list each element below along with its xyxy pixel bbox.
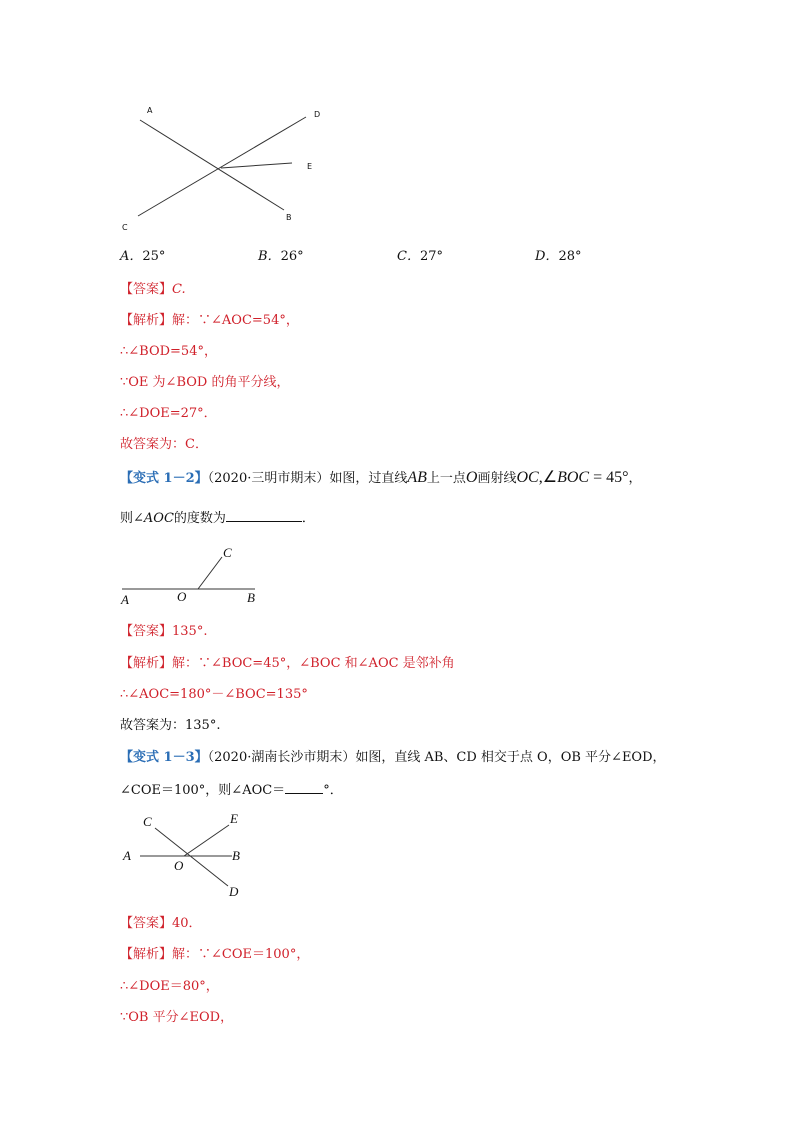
fig3-label-a: A — [123, 848, 131, 863]
fig3-label-e: E — [230, 811, 238, 826]
fig1-label-b: B — [286, 213, 292, 222]
option-b: B．26° — [258, 249, 304, 264]
fig2-label-o: O — [177, 589, 187, 604]
q3-analysis-line-2: ∴∠DOE＝80°， — [120, 979, 219, 994]
fig1-label-d: D — [314, 110, 321, 119]
q3-question-line-1: 【变式 1－3】（2020·湖南长沙市期末）如图，直线 AB、CD 相交于点 O，OB 平分∠EOD， — [120, 750, 666, 765]
ray-oe — [184, 825, 229, 856]
option-a: A．25° — [120, 249, 166, 264]
fig1-label-a: A — [147, 106, 153, 115]
fig1-label-e: E — [307, 162, 313, 171]
fig3-label-o: O — [174, 858, 184, 873]
q1-analysis-line-4: ∴∠DOE=27°． — [120, 406, 217, 421]
fig2-label-a: A — [121, 592, 129, 607]
option-d: D．28° — [535, 249, 582, 264]
fig3-label-b: B — [232, 848, 240, 863]
q3-answer: 【答案】40． — [120, 916, 202, 931]
option-c: C．27° — [397, 249, 443, 264]
q2-final: 故答案为：135°. — [120, 718, 221, 733]
q2-analysis-line-2: ∴∠AOC=180°－∠BOC=135° — [120, 687, 308, 702]
q2-answer: 【答案】135°. — [120, 624, 208, 639]
fig3-label-c: C — [143, 814, 152, 829]
q1-analysis-line-3: ∵OE 为∠BOD 的角平分线， — [120, 375, 290, 390]
q2-question-line-2: 则∠AOC的度数为 ． — [120, 511, 315, 526]
q1-analysis-line-1: 【解析】解：∵∠AOC=54°， — [120, 313, 299, 328]
fig2-label-b: B — [247, 590, 255, 605]
q2-analysis-line-1: 【解析】解：∵∠BOC=45°，∠BOC 和∠AOC 是邻补角 — [120, 656, 455, 671]
q3-analysis-line-1: 【解析】解：∵∠COE＝100°， — [120, 947, 310, 962]
q2-question-line-1: 【变式 1－2】（2020·三明市期末）如图，过直线AB上一点O画射线OC,∠BOC = 45°， — [120, 469, 642, 486]
q1-final: 故答案为：C． — [120, 437, 208, 452]
fig2-label-c: C — [223, 545, 232, 560]
fig3-label-d: D — [229, 884, 239, 899]
q3-analysis-line-3: ∵OB 平分∠EOD， — [120, 1010, 234, 1025]
q1-answer: 【答案】C. — [120, 282, 186, 297]
q1-analysis-line-2: ∴∠BOD=54°， — [120, 344, 217, 359]
q3-question-line-2: ∠COE＝100°，则∠AOC＝ °． — [120, 783, 343, 798]
fig1-label-c: C — [122, 223, 128, 232]
line-cd — [155, 828, 228, 886]
